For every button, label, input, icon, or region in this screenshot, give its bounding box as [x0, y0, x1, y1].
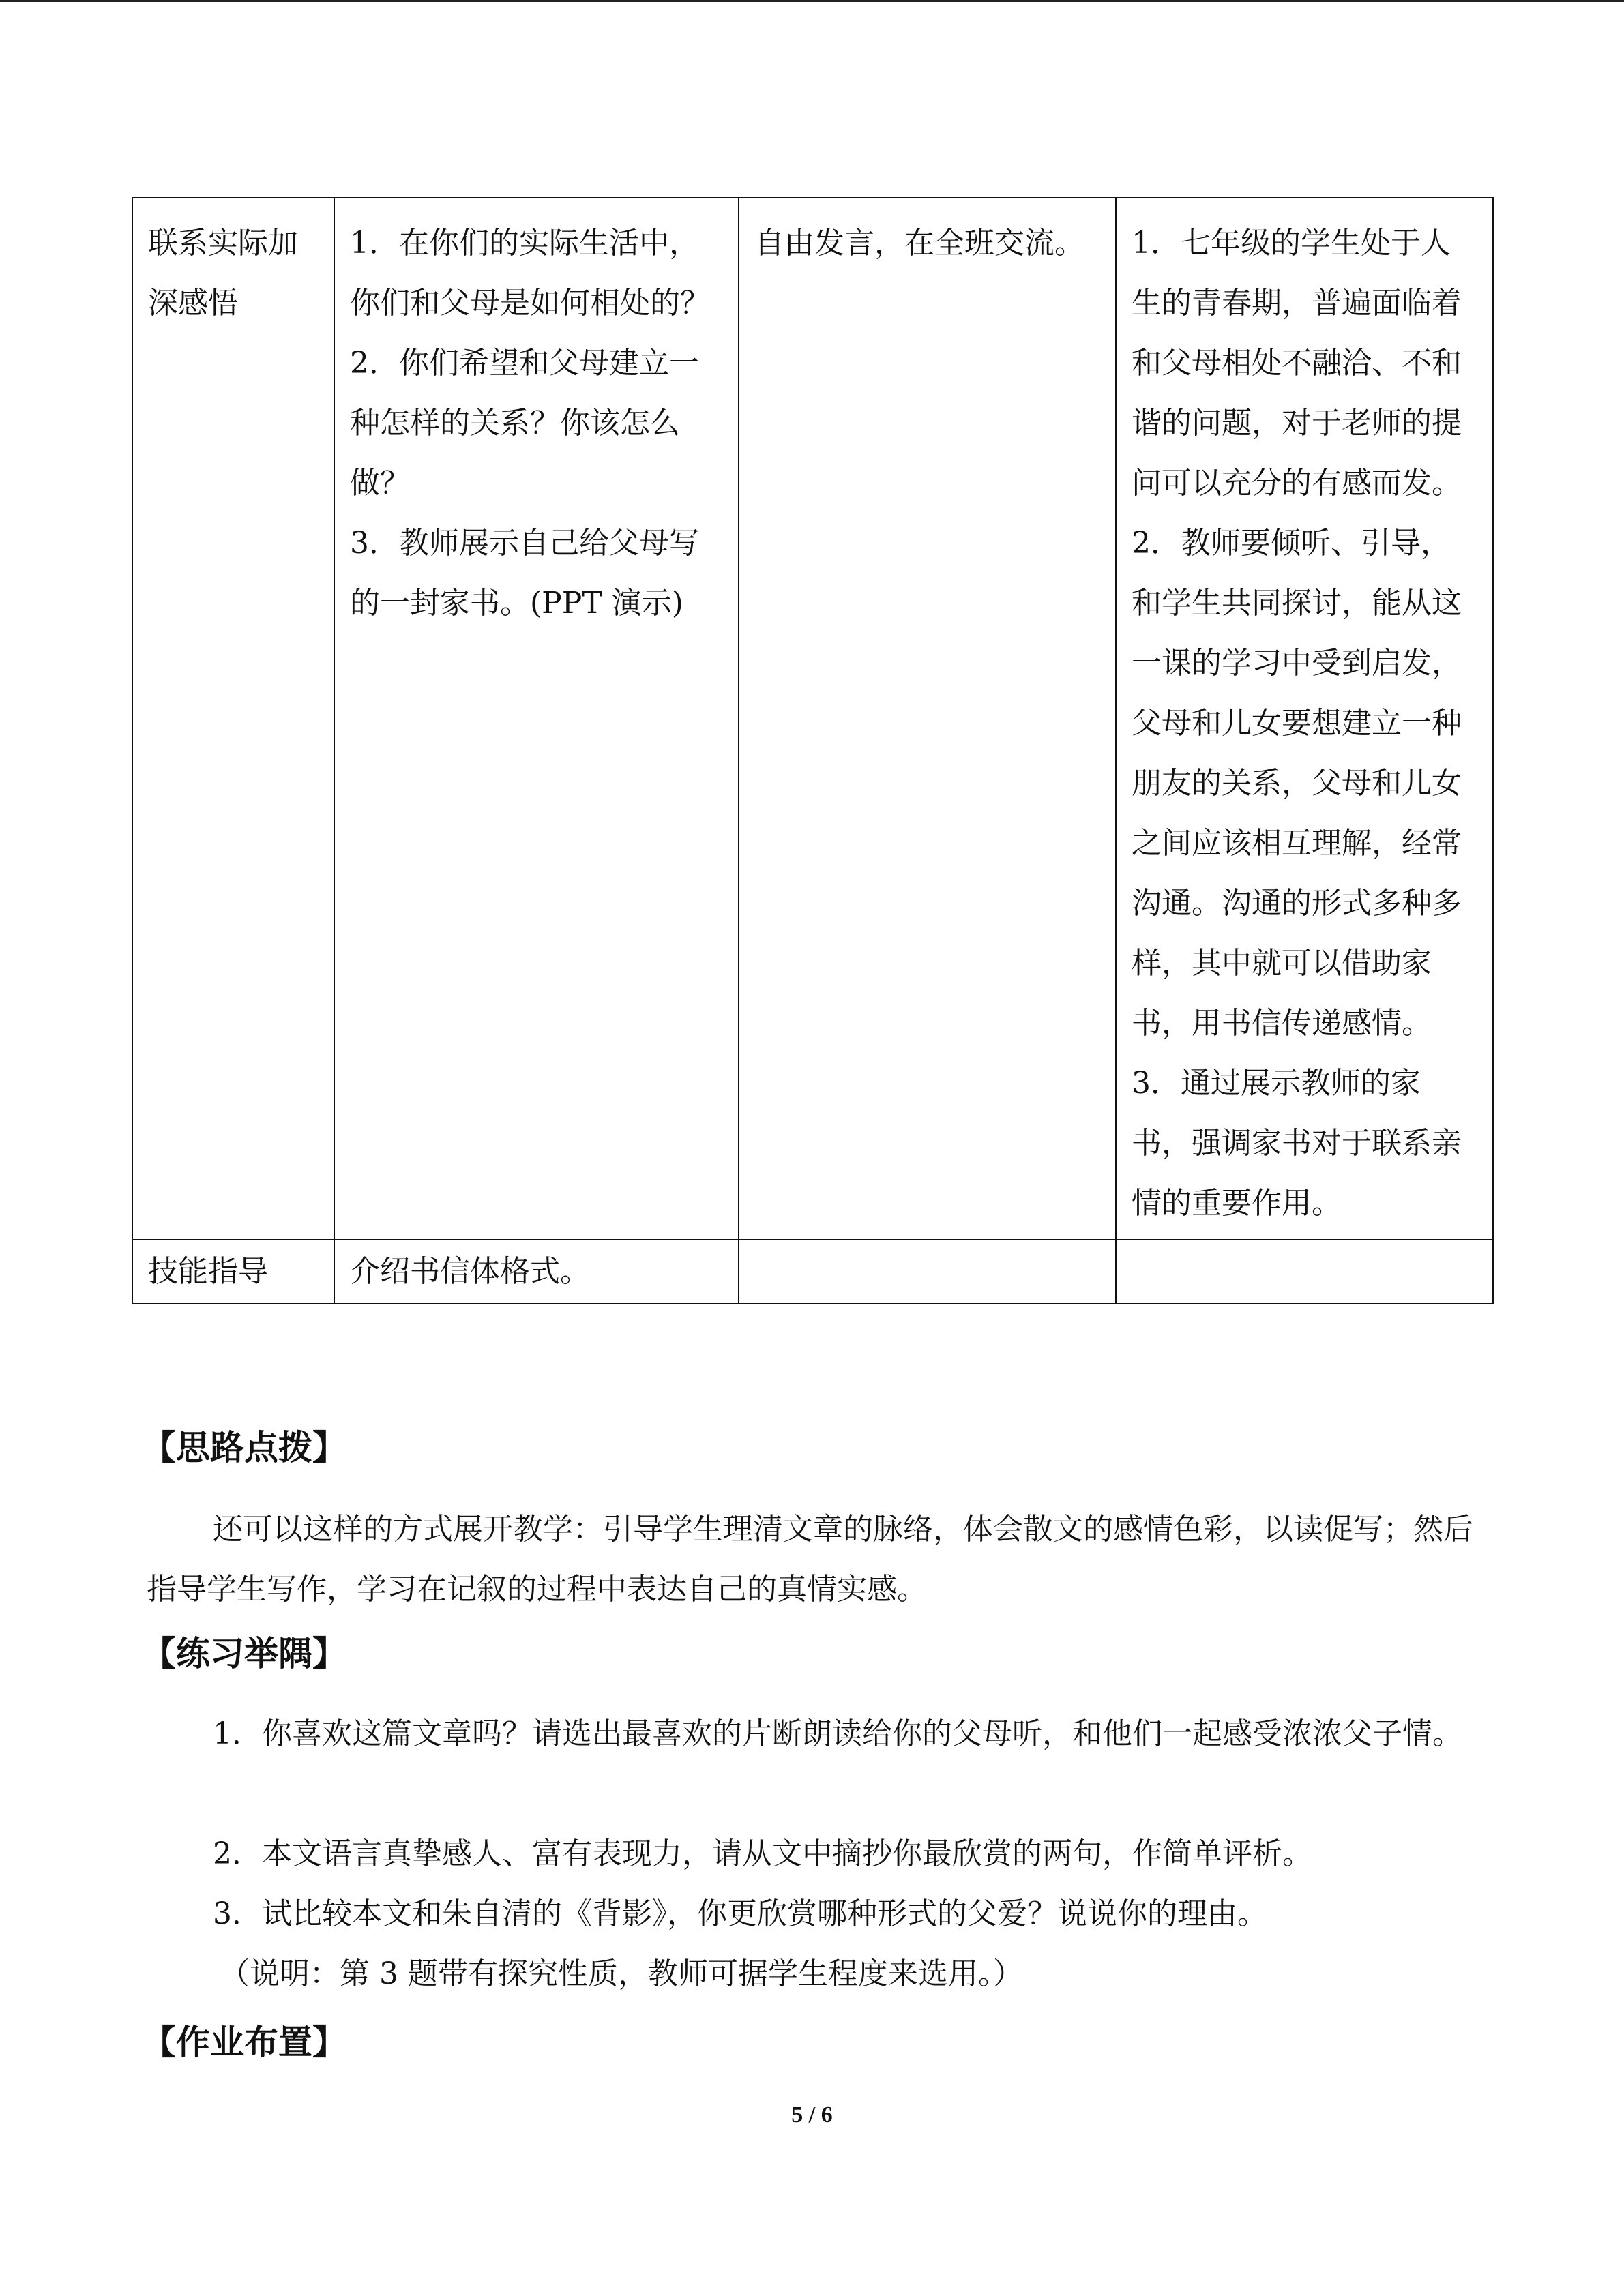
table-row [132, 1240, 1493, 1304]
practice-item: 2．本文语言真挚感人、富有表现力，请从文中摘抄你最欣赏的两句，作简单评析。 [213, 1836, 1312, 1871]
table-cell-stage [132, 1240, 334, 1304]
section-heading-homework: 【作业布置】 [142, 2022, 346, 2062]
page-number: 5 / 6 [791, 2102, 833, 2128]
table-cell-design-intent [1116, 198, 1493, 1240]
lesson-plan-table [132, 197, 1494, 1304]
student-activity-text: 自由发言，在全班交流。 [754, 226, 1084, 260]
teacher-activity-item: 1．在你们的实际生活中，你们和父母是如何相处的？ [350, 226, 710, 320]
design-intent-item: 1．七年级的学生处于人生的青春期，普遍面临着和父母相处不融洽、不和谐的问题，对于老师的提问可以充分的有感而发。 [1132, 226, 1462, 501]
section-heading-thinking: 【思路点拨】 [142, 1427, 346, 1467]
teacher-activity-text: 介绍书信体格式。 [350, 1254, 590, 1289]
table-cell-student-activity [739, 1240, 1116, 1304]
table-cell-student-activity [739, 198, 1116, 1240]
practice-item: 1．你喜欢这篇文章吗？请选出最喜欢的片断朗读给你的父母听，和他们一起感受浓浓父子情。 [213, 1716, 1462, 1751]
teacher-activity-item: 2．你们希望和父母建立一种怎样的关系？你该怎么做？ [350, 346, 699, 501]
table-cell-teacher-activity [334, 1240, 739, 1304]
stage-label: 联系实际加深感悟 [148, 226, 298, 320]
stage-label: 技能指导 [148, 1254, 268, 1289]
section-heading-practice: 【练习举隅】 [142, 1633, 346, 1673]
page-top-border [0, 0, 1624, 2]
thinking-paragraph: 还可以这样的方式展开教学：引导学生理清文章的脉络，体会散文的感情色彩，以读促写；然后指导学生写作，学习在记叙的过程中表达自己的真情实感。 [147, 1512, 1473, 1607]
table-row [132, 198, 1493, 1240]
teacher-activity-item: 3．教师展示自己给父母写的一封家书。(PPT 演示) [350, 526, 699, 621]
table-cell-teacher-activity [334, 198, 739, 1240]
design-intent-item: 2．教师要倾听、引导，和学生共同探讨，能从这一课的学习中受到启发，父母和儿女要想建立一种朋友的关系，父母和儿女之间应该相互理解，经常沟通。沟通的形式多种多样，其中就可以借助家书，用书信传递感情。 [1132, 526, 1462, 1041]
design-intent-item: 3．通过展示教师的家书，强调家书对于联系亲情的重要作用。 [1132, 1066, 1462, 1221]
practice-note: （说明：第 3 题带有探究性质，教师可据学生程度来选用。） [220, 1956, 1023, 1991]
practice-item: 3．试比较本文和朱自清的《背影》，你更欣赏哪种形式的父爱？说说你的理由。 [213, 1896, 1267, 1931]
table-cell-stage [132, 198, 334, 1240]
table-cell-design-intent [1116, 1240, 1493, 1304]
